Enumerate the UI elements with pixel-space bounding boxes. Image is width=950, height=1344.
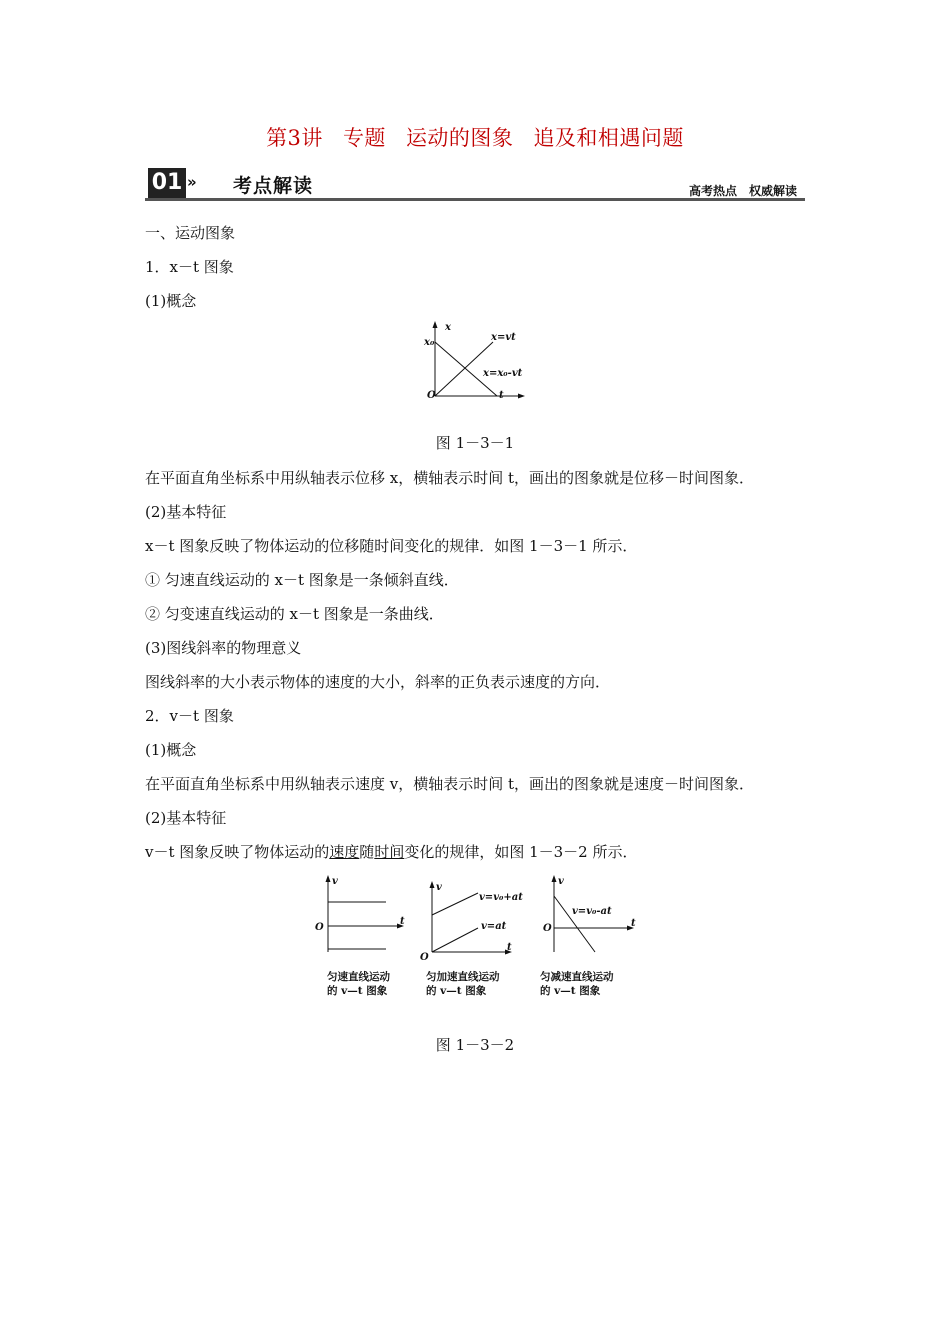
figure-vt-decelerated (538, 872, 648, 1004)
figure-xt-graph (415, 318, 535, 406)
lecture-number: 第3讲 (266, 126, 323, 150)
heading-vt: 2．v－t 图象 (145, 707, 234, 725)
origin-label: O (427, 390, 436, 401)
topic-motion-graphs: 运动的图象 (405, 126, 514, 150)
origin-label: O (315, 922, 324, 933)
x0-label: x₀ (424, 337, 435, 348)
origin-label: O (543, 923, 552, 934)
heading-concept: (1)概念 (145, 292, 197, 310)
paragraph-xt-features: x－t 图象反映了物体运动的位移随时间变化的规律．如图 1－3－1 所示． (145, 537, 638, 555)
list-item-uniform: ① 匀速直线运动的 x－t 图象是一条倾斜直线． (145, 571, 459, 589)
t-axis-label: t (631, 918, 636, 929)
heading-xt: 1．x－t 图象 (145, 258, 234, 276)
paragraph-vt-concept: 在平面直角坐标系中用纵轴表示速度 v，横轴表示时间 t，画出的图象就是速度－时间图象． (145, 775, 755, 793)
section-name: 考点解读 (233, 175, 314, 197)
x-axis-label: x (445, 322, 451, 333)
heading-slope: (3)图线斜率的物理意义 (145, 639, 302, 657)
paragraph-slope: 图线斜率的大小表示物体的速度的大小，斜率的正负表示速度的方向． (145, 673, 611, 691)
topic-label: 专题 (342, 126, 386, 150)
heading-concept-vt: (1)概念 (145, 741, 197, 759)
section-number-badge: 01 (148, 168, 186, 198)
list-item-variable: ② 匀变速直线运动的 x－t 图象是一条曲线． (145, 605, 444, 623)
section-banner (145, 168, 805, 202)
line-v-v0-minus-at-label: v=v₀-at (572, 906, 612, 917)
underlined-time: 时间 (374, 843, 405, 861)
panel-caption-line1: 匀加速直线运动 (426, 971, 500, 983)
line-v-v0-at-label: v=v₀+at (479, 892, 523, 903)
underlined-velocity: 速度 (329, 843, 360, 861)
line-x-x0-vt-label: x=x₀-vt (483, 368, 523, 379)
v-axis-label: v (332, 876, 338, 887)
chevron-icon: » (187, 173, 197, 191)
v-axis-label: v (558, 876, 564, 887)
t-axis-label: t (499, 390, 504, 401)
heading-features: (2)基本特征 (145, 503, 227, 521)
panel-caption-line2: 的 v—t 图象 (426, 985, 487, 997)
t-axis-label: t (507, 942, 512, 953)
line-v-at-label: v=at (481, 921, 507, 932)
panel-caption-line2: 的 v—t 图象 (327, 985, 388, 997)
paragraph-vt-features: v－t 图象反映了物体运动的速度随时间变化的规律，如图 1－3－2 所示． (145, 843, 638, 861)
origin-label: O (420, 952, 429, 963)
line-x-vt-label: x=vt (491, 332, 516, 343)
v-axis-label: v (436, 882, 442, 893)
figure-caption-2: 图 1－3－2 (435, 1036, 515, 1054)
figure-caption-1: 图 1－3－1 (435, 434, 515, 452)
page-title (0, 122, 950, 152)
heading-features-vt: (2)基本特征 (145, 809, 227, 827)
topic-pursuit: 追及和相遇问题 (533, 126, 684, 150)
section-subtitle: 高考热点 权威解读 (688, 184, 797, 198)
panel-caption-line1: 匀速直线运动 (327, 971, 390, 983)
paragraph-xt-concept: 在平面直角坐标系中用纵轴表示位移 x，横轴表示时间 t，画出的图象就是位移－时间图象． (145, 469, 755, 487)
banner-divider (145, 198, 805, 201)
heading-motion-graphs: 一、运动图象 (145, 224, 236, 242)
figure-vt-accelerated (416, 872, 534, 1004)
panel-caption-line1: 匀减速直线运动 (540, 971, 614, 983)
panel-caption-line2: 的 v—t 图象 (540, 985, 601, 997)
figure-vt-uniform (312, 872, 412, 1004)
t-axis-label: t (400, 916, 405, 927)
